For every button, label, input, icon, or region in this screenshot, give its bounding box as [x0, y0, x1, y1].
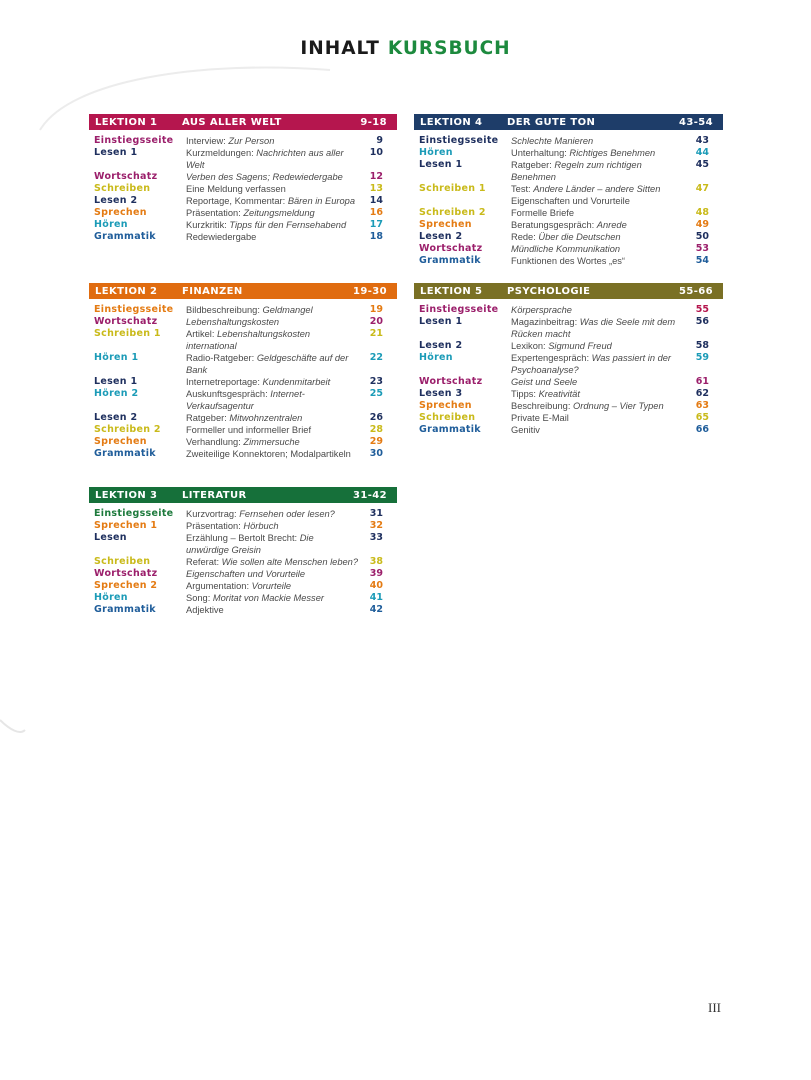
lesson-block-5: [414, 283, 723, 436]
toc-description-plain: Reportage, Kommentar:: [186, 196, 288, 206]
toc-category: Grammatik: [94, 604, 156, 615]
toc-page: 23: [369, 376, 383, 387]
toc-row[interactable]: [89, 388, 397, 412]
lesson-header: [414, 283, 723, 299]
toc-description-italic: Geist und Seele: [511, 377, 578, 387]
toc-category: Sprechen: [94, 436, 147, 447]
toc-description-plain: Beschreibung:: [511, 401, 574, 411]
toc-page: 54: [695, 255, 709, 266]
lesson-pages: 43-54: [679, 116, 713, 128]
toc-description-italic: Anrede: [596, 220, 627, 230]
toc-row[interactable]: [414, 183, 723, 207]
toc-description-italic: Fernsehen oder lesen?: [239, 509, 335, 519]
toc-description-plain: Adjektive: [186, 605, 224, 615]
lesson-header: [89, 114, 397, 130]
toc-category: Wortschatz: [419, 376, 483, 387]
toc-row[interactable]: [414, 207, 723, 219]
toc-description: [511, 340, 689, 352]
toc-description: [186, 304, 363, 316]
toc-description: [186, 448, 363, 460]
toc-page: 48: [695, 207, 709, 218]
toc-row[interactable]: [414, 400, 723, 412]
toc-description: [186, 424, 363, 436]
toc-page: 39: [369, 568, 383, 579]
toc-page: 30: [369, 448, 383, 459]
toc-category: Hören: [94, 592, 128, 603]
toc-description: [511, 400, 689, 412]
toc-category: Schreiben 2: [419, 207, 486, 218]
toc-description-italic: Lebenshaltungskosten international: [186, 329, 311, 351]
toc-description-italic: Eigenschaften und Vorurteile: [186, 569, 306, 579]
toc-row[interactable]: [414, 412, 723, 424]
toc-row[interactable]: [89, 592, 397, 604]
toc-page: 21: [369, 328, 383, 339]
toc-description-italic: Geldmangel: [262, 305, 313, 315]
toc-category: Schreiben: [94, 183, 151, 194]
toc-row[interactable]: [89, 207, 397, 219]
toc-row[interactable]: [89, 328, 397, 352]
toc-row[interactable]: [89, 376, 397, 388]
lesson-header: [89, 487, 397, 503]
toc-row[interactable]: [89, 424, 397, 436]
toc-description-italic: Zur Person: [228, 136, 275, 146]
toc-category: Wortschatz: [94, 171, 158, 182]
toc-description: [511, 159, 689, 183]
toc-category: Lesen 1: [94, 147, 138, 158]
toc-description-plain: Auskunftsgespräch:: [186, 389, 271, 399]
toc-row[interactable]: [89, 304, 397, 316]
toc-description-italic: Mündliche Kommunikation: [511, 244, 621, 254]
toc-page: 18: [369, 231, 383, 242]
toc-row[interactable]: [89, 412, 397, 424]
page-number: III: [708, 1000, 721, 1015]
toc-row[interactable]: [89, 436, 397, 448]
toc-page: 25: [369, 388, 383, 399]
toc-description: [511, 304, 689, 316]
toc-category: Lesen 2: [94, 195, 138, 206]
lesson-pages: 9-18: [360, 116, 387, 128]
toc-description-plain: Tipps:: [511, 389, 539, 399]
toc-row[interactable]: [89, 171, 397, 183]
toc-category: Sprechen: [419, 219, 472, 230]
toc-page: 50: [695, 231, 709, 242]
toc-description: [186, 520, 363, 532]
toc-row[interactable]: [89, 448, 397, 460]
toc-row[interactable]: [414, 316, 723, 340]
toc-description-italic: Bären in Europa: [287, 196, 356, 206]
toc-row[interactable]: [89, 219, 397, 231]
lesson-topic: LITERATUR: [182, 489, 247, 501]
toc-page: 59: [695, 352, 709, 363]
toc-description-plain: Zweiteilige Konnektoren; Modalpartikeln: [186, 449, 351, 459]
toc-row[interactable]: [414, 255, 723, 267]
toc-category: Hören: [419, 147, 453, 158]
toc-description: [186, 412, 363, 424]
toc-description: [511, 412, 689, 424]
toc-page: 22: [369, 352, 383, 363]
toc-description-italic: Lebenshaltungskosten: [186, 317, 280, 327]
toc-description-plain: Argumentation:: [186, 581, 252, 591]
toc-page: 66: [695, 424, 709, 435]
toc-description: [511, 243, 689, 255]
toc-description-italic: Geldgeschäfte auf der Bank: [186, 353, 349, 375]
toc-row[interactable]: [414, 147, 723, 159]
toc-description: [511, 255, 689, 267]
toc-description-plain: Referat:: [186, 557, 222, 567]
toc-page: 13: [369, 183, 383, 194]
toc-page: 20: [369, 316, 383, 327]
toc-description: [186, 147, 363, 171]
toc-description: [511, 376, 689, 388]
toc-description-italic: Internet-Verkaufsagentur: [186, 389, 305, 411]
toc-row[interactable]: [89, 532, 397, 556]
toc-row[interactable]: [414, 135, 723, 147]
toc-description-italic: Kreativität: [538, 389, 580, 399]
lesson-topic: FINANZEN: [182, 285, 243, 297]
toc-description: [511, 388, 689, 400]
toc-category: Grammatik: [419, 424, 481, 435]
toc-row[interactable]: [89, 520, 397, 532]
toc-row[interactable]: [89, 135, 397, 147]
toc-description-italic: Körpersprache: [511, 305, 572, 315]
toc-page: 62: [695, 388, 709, 399]
toc-description-plain: Lexikon:: [511, 341, 549, 351]
toc-page: 10: [369, 147, 383, 158]
toc-description: [186, 231, 363, 243]
toc-description-italic: Zimmersuche: [243, 437, 300, 447]
toc-row[interactable]: [89, 316, 397, 328]
toc-row[interactable]: [89, 604, 397, 616]
toc-row[interactable]: [414, 352, 723, 376]
toc-description: [511, 424, 689, 436]
toc-category: Wortschatz: [419, 243, 483, 254]
toc-description-plain: Formelle Briefe: [511, 208, 575, 218]
title-inhalt: INHALT: [300, 38, 380, 59]
toc-row[interactable]: [414, 219, 723, 231]
toc-description: [186, 604, 363, 616]
toc-description-italic: Moritat von Mackie Messer: [212, 593, 324, 603]
toc-page: 53: [695, 243, 709, 254]
toc-description-italic: Vorurteile: [251, 581, 292, 591]
toc-row[interactable]: [89, 183, 397, 195]
toc-description-italic: Regeln zum richtigen Benehmen: [511, 160, 642, 182]
toc-page: 55: [695, 304, 709, 315]
toc-page: 9: [376, 135, 383, 146]
lesson-block-2: [89, 283, 397, 460]
page-title: [0, 38, 811, 59]
toc-description-plain: Expertengespräch:: [511, 353, 592, 363]
toc-category: Lesen 1: [419, 316, 463, 327]
toc-category: Schreiben 1: [94, 328, 161, 339]
toc-page: 16: [369, 207, 383, 218]
lesson-pages: 19-30: [353, 285, 387, 297]
lesson-label: LEKTION 5: [420, 285, 483, 297]
toc-page: 44: [695, 147, 709, 158]
toc-description: [186, 352, 363, 376]
lesson-label: LEKTION 3: [95, 489, 158, 501]
toc-description: [511, 135, 689, 147]
lesson-pages: 55-66: [679, 285, 713, 297]
lesson-topic: AUS ALLER WELT: [182, 116, 282, 128]
toc-description-plain: Song:: [186, 593, 213, 603]
toc-row[interactable]: [89, 556, 397, 568]
toc-category: Schreiben 2: [94, 424, 161, 435]
toc-description: [186, 219, 363, 231]
toc-description-plain: Verhandlung:: [186, 437, 244, 447]
toc-page: 58: [695, 340, 709, 351]
toc-category: Hören: [94, 219, 128, 230]
toc-description-plain: Erzählung – Bertolt Brecht:: [186, 533, 300, 543]
toc-description-plain: Beratungsgespräch:: [511, 220, 597, 230]
toc-description-plain: Eine Meldung verfassen: [186, 184, 286, 194]
toc-description: [186, 183, 363, 195]
toc-row[interactable]: [414, 159, 723, 183]
toc-page: 42: [369, 604, 383, 615]
toc-description-italic: Verben des Sagens; Redewiedergabe: [186, 172, 343, 182]
toc-category: Lesen 1: [419, 159, 463, 170]
lesson-topic: DER GUTE TON: [507, 116, 596, 128]
toc-description-italic: Was passiert in der Psychoanalyse?: [511, 353, 672, 375]
toc-page: 32: [369, 520, 383, 531]
toc-page: 31: [369, 508, 383, 519]
toc-description: [186, 171, 363, 183]
toc-description: [186, 316, 363, 328]
toc-description: [511, 147, 689, 159]
toc-description-plain: Formeller und informeller Brief: [186, 425, 312, 435]
toc-description-italic: Hörbuch: [243, 521, 279, 531]
toc-row[interactable]: [414, 388, 723, 400]
toc-category: Einstiegsseite: [419, 135, 499, 146]
toc-description: [186, 388, 363, 412]
toc-description-italic: Mitwohnzentralen: [229, 413, 303, 423]
toc-description: [186, 532, 363, 556]
toc-row[interactable]: [89, 508, 397, 520]
toc-description: [186, 376, 363, 388]
toc-row[interactable]: [414, 243, 723, 255]
toc-description: [511, 231, 689, 243]
toc-page: 14: [369, 195, 383, 206]
toc-description-plain: Radio-Ratgeber:: [186, 353, 257, 363]
toc-category: Schreiben 1: [419, 183, 486, 194]
toc-description-italic: Richtiges Benehmen: [569, 148, 656, 158]
toc-description-plain: Kurzmeldungen:: [186, 148, 257, 158]
toc-category: Einstiegsseite: [419, 304, 499, 315]
toc-category: Hören 1: [94, 352, 139, 363]
toc-description-italic: Was die Seele mit dem Rücken macht: [511, 317, 676, 339]
toc-category: Einstiegsseite: [94, 508, 174, 519]
toc-row[interactable]: [89, 231, 397, 243]
toc-page: 56: [695, 316, 709, 327]
toc-row[interactable]: [414, 376, 723, 388]
toc-row[interactable]: [414, 304, 723, 316]
toc-row[interactable]: [89, 147, 397, 171]
toc-description: [186, 135, 363, 147]
toc-category: Lesen 1: [94, 376, 138, 387]
toc-category: Grammatik: [94, 448, 156, 459]
toc-page: 65: [695, 412, 709, 423]
toc-page: 17: [369, 219, 383, 230]
lesson-header: [89, 283, 397, 299]
toc-description: [511, 183, 689, 207]
toc-category: Sprechen: [419, 400, 472, 411]
toc-category: Hören: [419, 352, 453, 363]
toc-category: Schreiben: [94, 556, 151, 567]
toc-description-plain: Unterhaltung:: [511, 148, 570, 158]
toc-page: 49: [695, 219, 709, 230]
toc-description-plain: Ratgeber:: [186, 413, 230, 423]
toc-description: [186, 207, 363, 219]
toc-page: 41: [369, 592, 383, 603]
toc-category: Lesen: [94, 532, 127, 543]
toc-page: 26: [369, 412, 383, 423]
toc-category: Schreiben: [419, 412, 476, 423]
toc-description-plain: Private E-Mail: [511, 413, 569, 423]
toc-row[interactable]: [414, 231, 723, 243]
toc-description-italic: Kundenmitarbeit: [262, 377, 331, 387]
lesson-topic: PSYCHOLOGIE: [507, 285, 591, 297]
toc-description-plain: Kurzvortrag:: [186, 509, 240, 519]
toc-description-plain: Funktionen des Wortes „es“: [511, 256, 626, 266]
toc-description-italic: Nachrichten aus aller Welt: [186, 148, 344, 170]
toc-description-plain: Genitiv: [511, 425, 540, 435]
toc-description-italic: Wie sollen alte Menschen leben?: [221, 557, 359, 567]
lesson-pages: 31-42: [353, 489, 387, 501]
toc-description-plain: Internetreportage:: [186, 377, 263, 387]
toc-description-italic: Ordnung – Vier Typen: [573, 401, 664, 411]
toc-page: 38: [369, 556, 383, 567]
toc-description-plain: Bildbeschreibung:: [186, 305, 263, 315]
toc-description: [186, 328, 363, 352]
toc-description-plain: Präsentation:: [186, 521, 244, 531]
toc-row[interactable]: [89, 580, 397, 592]
toc-page: 43: [695, 135, 709, 146]
toc-description-plain: Test:: [511, 184, 534, 194]
lesson-block-4: [414, 114, 723, 267]
title-kursbuch: KURSBUCH: [387, 38, 511, 59]
toc-description: [511, 219, 689, 231]
toc-row[interactable]: [89, 568, 397, 580]
lesson-header: [414, 114, 723, 130]
toc-description: [186, 592, 363, 604]
toc-description-italic: Tipps für den Fernsehabend: [229, 220, 347, 230]
toc-description-plain: Ratgeber:: [511, 160, 555, 170]
toc-description-italic: Andere Länder – andere Sitten: [533, 184, 661, 194]
toc-page: 33: [369, 532, 383, 543]
lesson-label: LEKTION 4: [420, 116, 483, 128]
toc-category: Grammatik: [94, 231, 156, 242]
toc-category: Wortschatz: [94, 568, 158, 579]
toc-description-italic: Zeitungsmeldung: [243, 208, 315, 218]
toc-description: [511, 352, 689, 376]
toc-category: Einstiegsseite: [94, 135, 174, 146]
toc-page: 63: [695, 400, 709, 411]
toc-category: Wortschatz: [94, 316, 158, 327]
toc-description: [186, 436, 363, 448]
toc-page: 45: [695, 159, 709, 170]
lesson-block-1: [89, 114, 397, 243]
toc-description: [186, 556, 363, 568]
toc-page: 28: [369, 424, 383, 435]
toc-category: Grammatik: [419, 255, 481, 266]
toc-row[interactable]: [414, 424, 723, 436]
toc-category: Lesen 2: [419, 340, 463, 351]
toc-category: Lesen 2: [94, 412, 138, 423]
toc-description-italic: Die unwürdige Greisin: [186, 533, 314, 555]
toc-description-italic: Über die Deutschen: [538, 232, 621, 242]
toc-page: 47: [695, 183, 709, 194]
toc-category: Lesen 3: [419, 388, 463, 399]
lesson-label: LEKTION 2: [95, 285, 158, 297]
toc-row[interactable]: [89, 352, 397, 376]
toc-category: Einstiegsseite: [94, 304, 174, 315]
toc-description-plain: Redewiedergabe: [186, 232, 257, 242]
toc-description: [186, 580, 363, 592]
toc-category: Hören 2: [94, 388, 139, 399]
toc-description-italic: Schlechte Manieren: [511, 136, 594, 146]
toc-description-plain: Rede:: [511, 232, 539, 242]
toc-description-line2: Eigenschaften und Vorurteile: [511, 196, 630, 206]
toc-page: 29: [369, 436, 383, 447]
toc-category: Sprechen 2: [94, 580, 158, 591]
toc-page: 61: [695, 376, 709, 387]
toc-description-plain: Präsentation:: [186, 208, 244, 218]
toc-description: [186, 508, 363, 520]
toc-description-plain: Interview:: [186, 136, 229, 146]
toc-row[interactable]: [414, 340, 723, 352]
lesson-label: LEKTION 1: [95, 116, 158, 128]
toc-category: Sprechen: [94, 207, 147, 218]
toc-row[interactable]: [89, 195, 397, 207]
toc-description: [511, 316, 689, 340]
toc-description-italic: Sigmund Freud: [548, 341, 612, 351]
lesson-block-3: [89, 487, 397, 616]
toc-description: [186, 568, 363, 580]
toc-description-plain: Magazinbeitrag:: [511, 317, 580, 327]
toc-page: 19: [369, 304, 383, 315]
toc-description: [186, 195, 363, 207]
toc-description: [511, 207, 689, 219]
toc-page: 12: [369, 171, 383, 182]
toc-category: Lesen 2: [419, 231, 463, 242]
toc-description-plain: Artikel:: [186, 329, 217, 339]
toc-description-plain: Kurzkritik:: [186, 220, 230, 230]
toc-page: 40: [369, 580, 383, 591]
toc-category: Sprechen 1: [94, 520, 158, 531]
